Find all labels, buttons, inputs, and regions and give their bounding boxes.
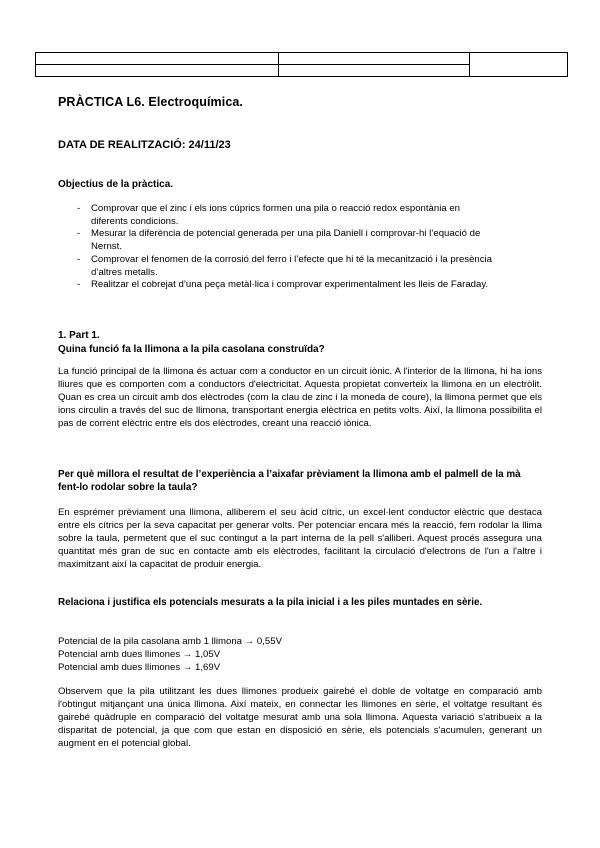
question-2: Per què millora el resultat de l’experiència a l’aixafar prèviament la llimona amb el palmell de la mà fent-lo rodolar sobre la taula?	[58, 469, 521, 493]
objective-item: - Realitzar el cobrejat d’una peça metàl·lica i comprovar experimentalment les lleis de Faraday.	[74, 279, 494, 292]
measurement-list	[58, 636, 282, 675]
objective-item: - Comprovar que el zinc i els ions cúprics formen una pila o reacció redox espontània en diferents condicions.	[74, 203, 494, 228]
header-cell	[36, 65, 279, 77]
objective-item: - Mesurar la diferència de potencial generada per una pila Daniell i comprovar-hi l’equació de Nernst.	[74, 228, 494, 253]
answer-2: En esprémer prèviament una llimona, alliberem el seu àcid cítric, un excel·lent conductor elèctric que destaca entre els cítrics per la seva capacitat per generar volts. Per potenciar encara més la reacció, fem rodolar la llima sobre la taula, permetent que el suc contingut a la part interna de la pell s'alliberi. Aquest procés assegura una quantitat més gran de suc en contacte amb els elèctrodes, facilitant la circulació d'electrons de l'un a l'altre i maximitzant així la capacitat de produir energia.	[58, 507, 542, 570]
header-cell	[36, 53, 279, 65]
objectives-heading: Objectius de la pràctica.	[58, 179, 174, 190]
header-cell	[470, 53, 568, 77]
measurement-line: Potencial amb dues llimones → 1,69V	[58, 661, 221, 673]
objectives-list	[74, 203, 494, 292]
header-cell	[279, 53, 470, 65]
document-title: PRÀCTICA L6. Electroquímica.	[58, 95, 244, 109]
answer-1: La funció principal de la llimona és actuar com a conductor en un circuit iònic. A l'interior de la llimona, hi ha ions lliures que es comporten com a conductors d'electricitat. Aquesta propietat converteix la llimona en un electròlit. Quan es crea un circuit amb dos elèctrodes (com la clau de zinc i la moneda de coure), la llimona permet que els ions circulin a través del suc de llimona, transportant energia elèctrica en petits volts. Així, la llimona possibilita el pas de corrent elèctric entre els dos elèctrodes, creant una reacció iònica.	[58, 366, 542, 429]
header-table	[35, 52, 568, 77]
header-table-row	[36, 53, 568, 65]
part1-heading: 1. Part 1.	[58, 330, 100, 341]
measurement-line: Potencial de la pila casolana amb 1 llimona → 0,55V	[58, 636, 282, 647]
question-3: Relaciona i justifica els potencials mesurats a la pila inicial i a les piles muntades en sèrie.	[58, 597, 483, 608]
part1-heading-block	[58, 329, 325, 357]
date-line: DATA DE REALITZACIÓ: 24/11/23	[58, 139, 231, 151]
objective-item: - Comprovar el fenomen de la corrosió del ferro i l’efecte que hi té la mecanització i la presència d’altres metalls.	[74, 254, 494, 279]
answer-3: Observem que la pila utilitzant les dues llimones produeix gairebé el doble de voltatge en comparació amb l'obtingut mitjançant una única llimona. Així mateix, en connectar les llimones en sèrie, el voltatge resultant és gairebé quàdruple en comparació del voltatge mesurat amb una sola llimona. Aquesta variació s'atribueix a la disparitat de potencial, ja que com que estan en disposició en sèrie, els potencials s'acumulen, generant un augment en el potencial global.	[58, 686, 542, 749]
header-cell	[279, 65, 470, 77]
question-1: Quina funció fa la llimona a la pila casolana construïda?	[58, 344, 325, 355]
measurement-line: Potencial amb dues llimones → 1,05V	[58, 648, 221, 660]
